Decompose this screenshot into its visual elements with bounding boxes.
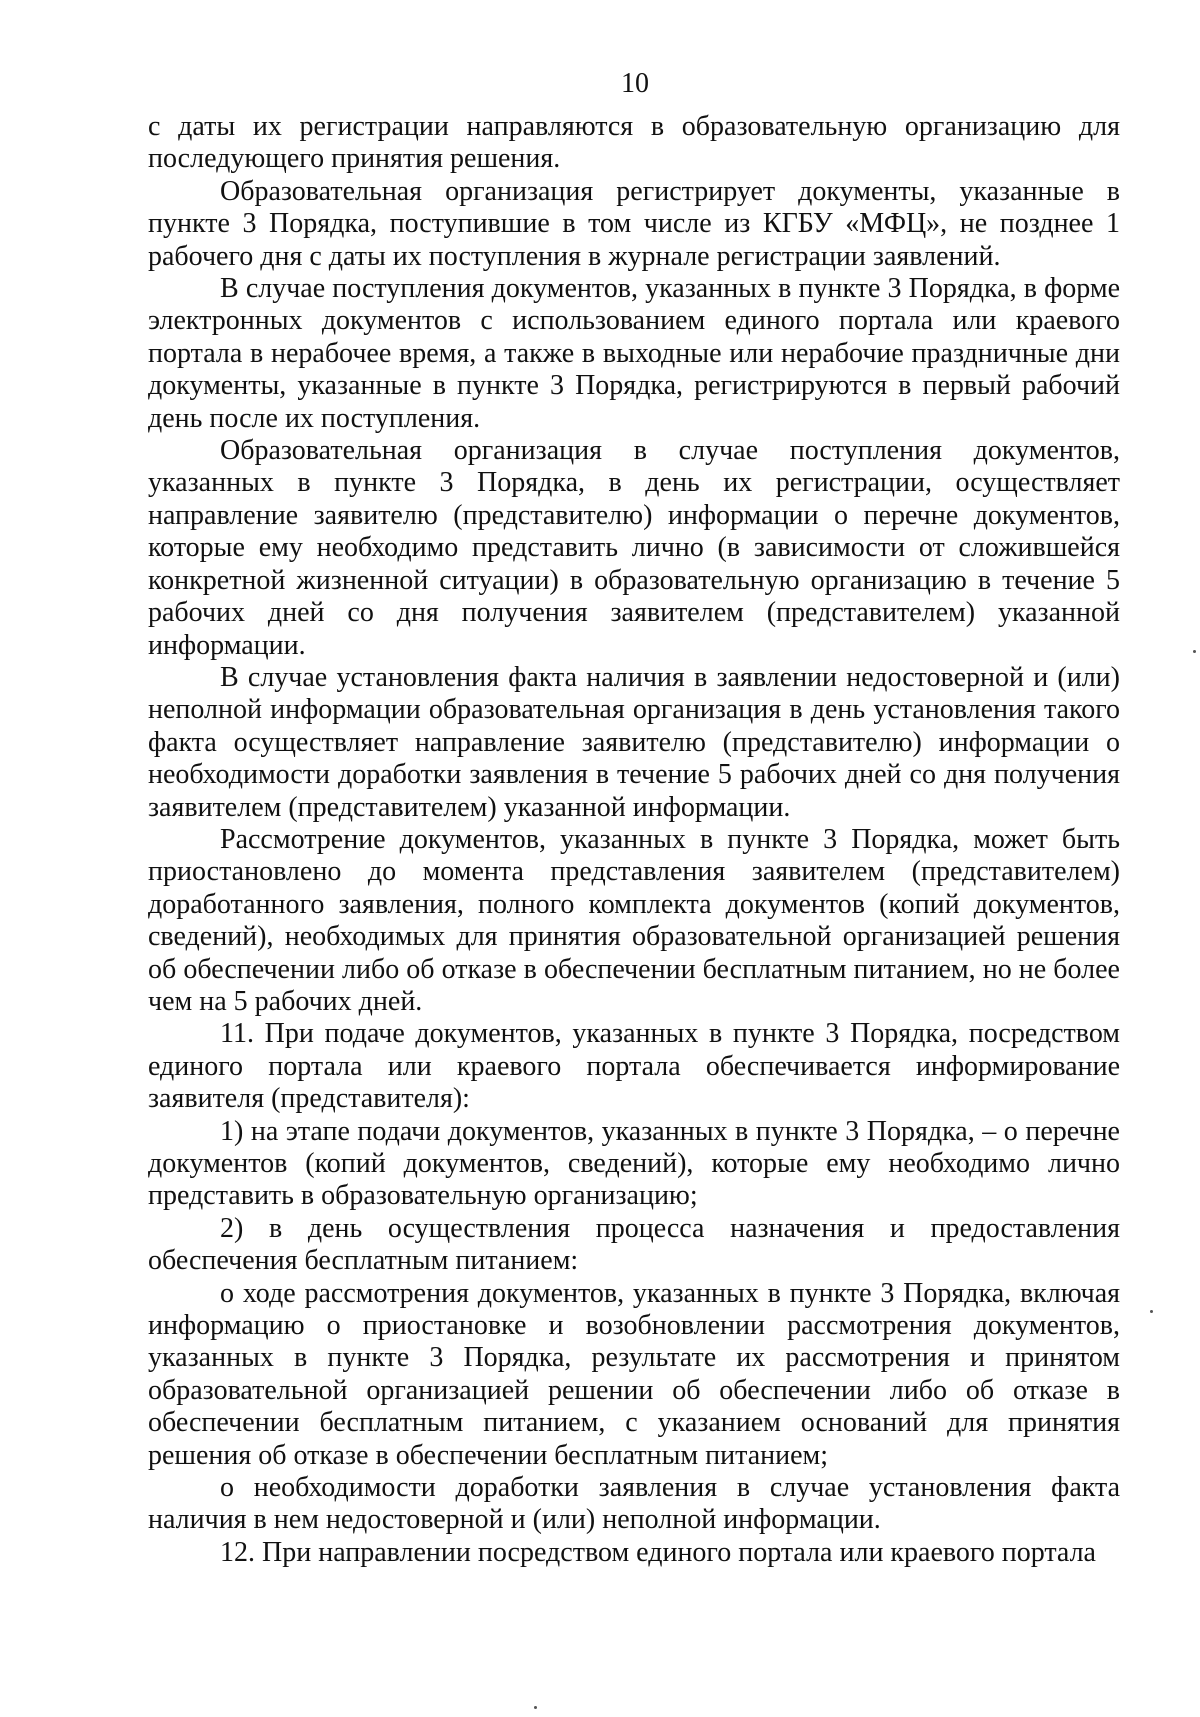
paragraph-electronic-documents: В случае поступления документов, указанных в пункте 3 Порядка, в форме электронных документов с использованием единого портала или краевого портала в нерабочее время, а также в выходные или нерабочие праздничные дни документы, указанные в пункте 3 Порядка, регистрируются в первый рабочий день после их поступления. bbox=[148, 273, 1120, 434]
paragraph-revision-needed: о необходимости доработки заявления в случае установления факта наличия в нем недостоверной и (или) неполной информации. bbox=[148, 1472, 1120, 1536]
paragraph-documents-list-notice: Образовательная организация в случае поступления документов, указанных в пункте 3 Порядка, в день их регистрации, осуществляет направление заявителю (представителю) информации о перечне документов, которые ему необходимо представить лично (в зависимости от сложившейся конкретной жизненной ситуации) в образовательную организацию в течение 5 рабочих дней со дня получения заявителем (представителем) указанной информации. bbox=[148, 435, 1120, 661]
paragraph-item-12: 12. При направлении посредством единого портала или краевого портала bbox=[220, 1536, 1096, 1568]
paragraph-subitem-1: 1) на этапе подачи документов, указанных в пункте 3 Порядка, – о перечне документов (копий документов, сведений), которые ему необходимо лично представить в образовательную организацию; bbox=[148, 1115, 1120, 1212]
paragraph-incomplete-information: В случае установления факта наличия в заявлении недостоверной и (или) неполной информации образовательная организация в день установления такого факта осуществляет направление заявителю (представителю) информации о необходимости доработки заявления в течение 5 рабочих дней со дня получения заявителем (представителем) указанной информации. bbox=[148, 661, 1120, 823]
paragraph-continuation: с даты их регистрации направляются в образовательную организацию для последующего принятия решения. bbox=[148, 111, 1120, 175]
scan-speck bbox=[534, 1706, 537, 1709]
document-body bbox=[148, 111, 1120, 1569]
paragraph-item-11: 11. При подаче документов, указанных в пункте 3 Порядка, посредством единого портала или краевого портала обеспечивается информирование заявителя (представителя): bbox=[148, 1018, 1120, 1115]
paragraph-registration: Образовательная организация регистрирует документы, указанные в пункте 3 Порядка, поступившие в том числе из КГБУ «МФЦ», не позднее 1 рабочего дня с даты их поступления в журнале регистрации заявлений. bbox=[148, 175, 1120, 272]
paragraph-suspension: Рассмотрение документов, указанных в пункте 3 Порядка, может быть приостановлено до момента представления заявителем (представителем) доработанного заявления, полного комплекта документов (копий документов, сведений), необходимых для принятия образовательной организацией решения об обеспечении либо об отказе в обеспечении бесплатным питанием, но не более чем на 5 рабочих дней. bbox=[148, 823, 1120, 1017]
paragraph-review-progress: о ходе рассмотрения документов, указанных в пункте 3 Порядка, включая информацию о приостановке и возобновлении рассмотрения документов, указанных в пункте 3 Порядка, результате их рассмотрения и принятом образовательной организацией решении об обеспечении либо об отказе в обеспечении бесплатным питанием, с указанием оснований для принятия решения об отказе в обеспечении бесплатным питанием; bbox=[148, 1277, 1120, 1471]
scan-speck bbox=[1193, 650, 1196, 653]
scan-speck bbox=[1150, 1310, 1153, 1313]
paragraph-subitem-2: 2) в день осуществления процесса назначения и предоставления обеспечения бесплатным питанием: bbox=[148, 1212, 1120, 1277]
page-number: 10 bbox=[621, 68, 649, 99]
